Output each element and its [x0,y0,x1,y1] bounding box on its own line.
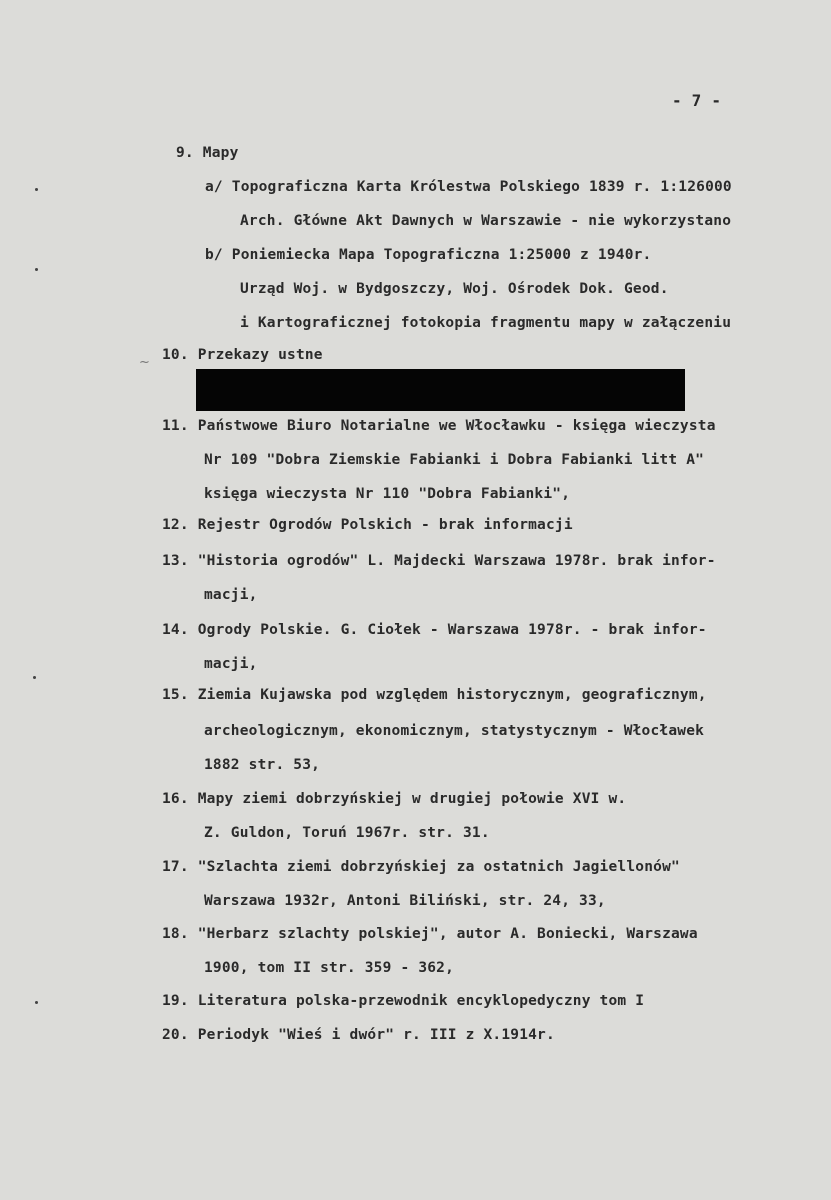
item-10-heading: 10. Przekazy ustne [162,347,323,363]
item-15-line2: archeologicznym, ekonomicznym, statystycznym - Włocławek [204,723,705,739]
item-15-line3: 1882 str. 53, [204,757,321,773]
item-12: 12. Rejestr Ogrodów Polskich - brak informacji [162,517,573,533]
redaction-bar [196,369,685,411]
item-9a-line1: a/ Topograficzna Karta Królestwa Polskiego 1839 r. 1:126000 [205,179,732,195]
item-20: 20. Periodyk "Wieś i dwór" r. III z X.1914r. [162,1027,555,1043]
margin-dot [35,1001,38,1004]
item-13-line2: macji, [204,587,258,603]
item-9a-line2: Arch. Główne Akt Dawnych w Warszawie - nie wykorzystano [240,213,732,229]
item-11-line1: 11. Państwowe Biuro Notarialne we Włocławku - księga wieczysta [162,418,716,434]
item-11-line2: Nr 109 "Dobra Ziemskie Fabianki i Dobra Fabianki litt A" [204,452,705,468]
item-15-line1: 15. Ziemia Kujawska pod względem historycznym, geograficznym, [162,687,707,703]
page-number: - 7 - [672,91,722,110]
item-11-line3: księga wieczysta Nr 110 "Dobra Fabianki", [204,486,571,502]
item-19: 19. Literatura polska-przewodnik encyklopedyczny tom I [162,993,645,1009]
item-9-heading: 9. Mapy [176,145,239,161]
item-16-line1: 16. Mapy ziemi dobrzyńskiej w drugiej połowie XVI w. [162,791,627,807]
item-18-line1: 18. "Herbarz szlachty polskiej", autor A. Boniecki, Warszawa [162,926,698,942]
item-14-line1: 14. Ogrody Polskie. G. Ciołek - Warszawa 1978r. - brak infor- [162,622,707,638]
margin-dot [35,188,38,191]
margin-dot [35,268,38,271]
item-9b-line3: i Kartograficznej fotokopia fragmentu mapy w załączeniu [240,315,732,331]
item-17-line1: 17. "Szlachta ziemi dobrzyńskiej za ostatnich Jagiellonów" [162,859,680,875]
item-16-line2: Z. Guldon, Toruń 1967r. str. 31. [204,825,490,841]
item-13-line1: 13. "Historia ogrodów" L. Majdecki Warszawa 1978r. brak infor- [162,553,716,569]
margin-dot [33,676,36,679]
item-18-line2: 1900, tom II str. 359 - 362, [204,960,455,976]
item-17-line2: Warszawa 1932r, Antoni Biliński, str. 24, 33, [204,893,606,909]
margin-mark: ~ [139,355,150,370]
item-9b-line1: b/ Poniemiecka Mapa Topograficzna 1:25000 z 1940r. [205,247,652,263]
item-14-line2: macji, [204,656,258,672]
item-9b-line2: Urząd Woj. w Bydgoszczy, Woj. Ośrodek Dok. Geod. [240,281,669,297]
